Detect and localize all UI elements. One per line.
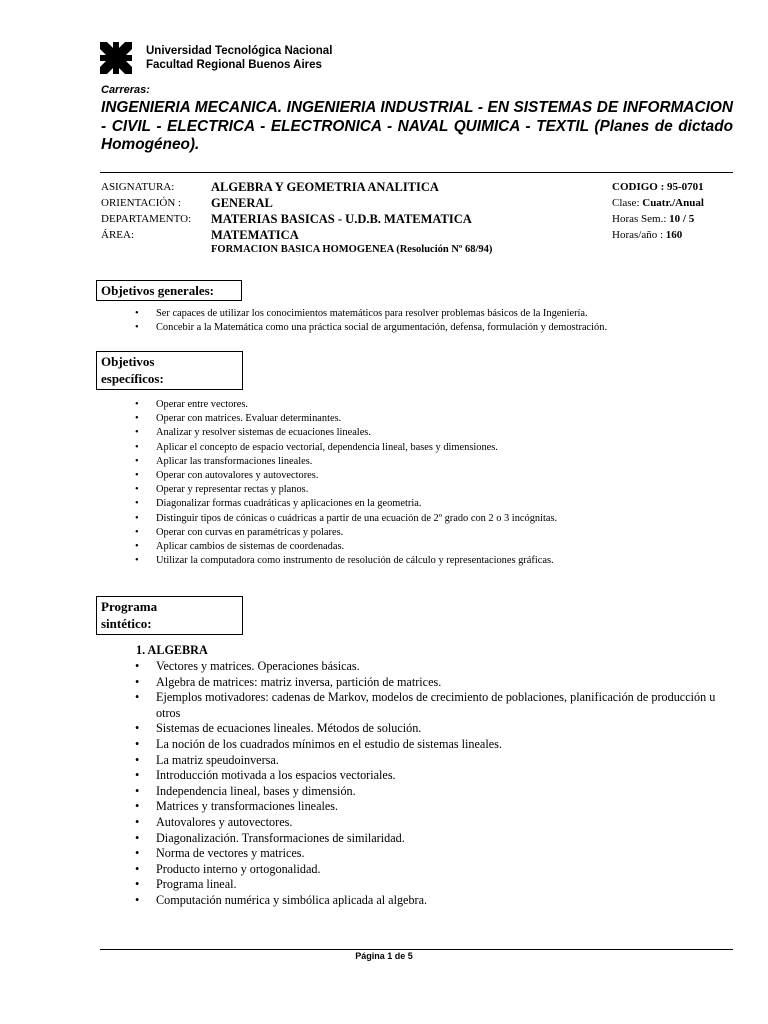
list-item: • Aplicar las transformaciones lineales. bbox=[132, 455, 557, 469]
list-item: • Operar con matrices. Evaluar determinantes. bbox=[132, 412, 557, 426]
area-label: ÁREA: bbox=[101, 229, 134, 241]
orientacion-label: ORIENTACIÓN : bbox=[101, 197, 182, 209]
list-item: • Computación numérica y simbólica aplicada al algebra. bbox=[132, 893, 732, 909]
area-value: MATEMATICA bbox=[211, 228, 299, 242]
asignatura-label: ASIGNATURA: bbox=[101, 181, 175, 193]
horas-sem-value: 10 / 5 bbox=[669, 213, 695, 225]
list-item: • Operar con curvas en paramétricas y polares. bbox=[132, 526, 557, 540]
list-item: • Introducción motivada a los espacios vectoriales. bbox=[132, 768, 732, 784]
list-item: • Utilizar la computadora como instrumento de resolución de cálculo y representaciones gráficas. bbox=[132, 554, 557, 568]
horas-sem-label: Horas Sem.: bbox=[612, 213, 667, 225]
list-item: • Ser capaces de utilizar los conocimientos matemáticos para resolver problemas básicos de la Ingeniería. bbox=[132, 307, 607, 321]
objetivos-especificos-heading bbox=[96, 351, 243, 390]
university-header bbox=[146, 44, 332, 72]
heading-line: sintético: bbox=[101, 616, 152, 631]
list-item: • Analizar y resolver sistemas de ecuaciones lineales. bbox=[132, 426, 557, 440]
heading-line: Programa bbox=[101, 599, 158, 614]
heading-line: específicos: bbox=[101, 371, 164, 386]
list-item: • La matriz speudoinversa. bbox=[132, 753, 732, 769]
clase bbox=[612, 197, 704, 209]
horas-sem bbox=[612, 213, 694, 225]
programa-list bbox=[132, 659, 732, 909]
clase-value: Cuatr./Anual bbox=[642, 197, 704, 209]
list-item: • Aplicar cambios de sistemas de coordenadas. bbox=[132, 540, 557, 554]
departamento-label: DEPARTAMENTO: bbox=[101, 213, 192, 225]
list-item: • Operar y representar rectas y planos. bbox=[132, 483, 557, 497]
list-item: • Producto interno y ortogonalidad. bbox=[132, 862, 732, 878]
programa-sintetico-heading bbox=[96, 596, 243, 635]
list-item: • Operar entre vectores. bbox=[132, 398, 557, 412]
list-item: • Diagonalización. Transformaciones de similaridad. bbox=[132, 831, 732, 847]
page-number: Página 1 de 5 bbox=[355, 951, 413, 961]
carreras-label: Carreras: bbox=[101, 84, 150, 96]
carreras-list: INGENIERIA MECANICA. INGENIERIA INDUSTRIAL - EN SISTEMAS DE INFORMACION - CIVIL - ELECTRICA - ELECTRONICA - NAVAL QUIMICA - TEXTIL (Planes de dictado Homogéneo). bbox=[101, 99, 733, 153]
list-item: • Independencia lineal, bases y dimensión. bbox=[132, 784, 732, 800]
horas-ano bbox=[612, 229, 682, 241]
orientacion-value: GENERAL bbox=[211, 196, 273, 210]
list-item: • Distinguir tipos de cónicas o cuádricas a partir de una ecuación de 2º grado con 2 o 3 incógnitas. bbox=[132, 512, 557, 526]
horas-ano-label: Horas/año : bbox=[612, 229, 664, 241]
objetivos-generales-heading: Objetivos generales: bbox=[96, 280, 242, 301]
list-item: • Autovalores y autovectores. bbox=[132, 815, 732, 831]
section-algebra: 1. ALGEBRA bbox=[136, 643, 208, 657]
horas-ano-value: 160 bbox=[665, 229, 683, 241]
list-item: • Concebir a la Matemática como una práctica social de argumentación, defensa, formulación y demostración. bbox=[132, 321, 607, 335]
utn-logo-icon bbox=[100, 42, 132, 74]
codigo: CODIGO : 95-0701 bbox=[612, 181, 704, 193]
list-item: • La noción de los cuadrados mínimos en el estudio de sistemas lineales. bbox=[132, 737, 732, 753]
bottom-divider bbox=[100, 949, 733, 950]
list-item: • Algebra de matrices: matriz inversa, partición de matrices. bbox=[132, 675, 732, 691]
formacion: FORMACION BASICA HOMOGENEA (Resolución Nº 68/94) bbox=[211, 244, 493, 255]
departamento-value: MATERIAS BASICAS - U.D.B. MATEMATICA bbox=[211, 212, 472, 226]
list-item: • Norma de vectores y matrices. bbox=[132, 846, 732, 862]
list-item: • Matrices y transformaciones lineales. bbox=[132, 799, 732, 815]
asignatura-value: ALGEBRA Y GEOMETRIA ANALITICA bbox=[211, 180, 439, 194]
objetivos-generales-list bbox=[132, 307, 607, 335]
heading-line: Objetivos bbox=[101, 354, 155, 369]
university-name: Universidad Tecnológica Nacional bbox=[146, 45, 333, 57]
objetivos-especificos-list bbox=[132, 398, 557, 568]
clase-label: Clase: bbox=[612, 197, 640, 209]
top-divider bbox=[100, 172, 733, 173]
list-item: • Ejemplos motivadores: cadenas de Markov, modelos de crecimiento de poblaciones, planificación de producción u otros bbox=[132, 690, 732, 721]
list-item: • Operar con autovalores y autovectores. bbox=[132, 469, 557, 483]
list-item: • Aplicar el concepto de espacio vectorial, dependencia lineal, bases y dimensiones. bbox=[132, 441, 557, 455]
list-item: • Vectores y matrices. Operaciones básicas. bbox=[132, 659, 732, 675]
list-item: • Programa lineal. bbox=[132, 877, 732, 893]
faculty-name: Facultad Regional Buenos Aires bbox=[146, 59, 322, 71]
list-item: • Diagonalizar formas cuadráticas y aplicaciones en la geometria. bbox=[132, 497, 557, 511]
list-item: • Sistemas de ecuaciones lineales. Métodos de solución. bbox=[132, 721, 732, 737]
